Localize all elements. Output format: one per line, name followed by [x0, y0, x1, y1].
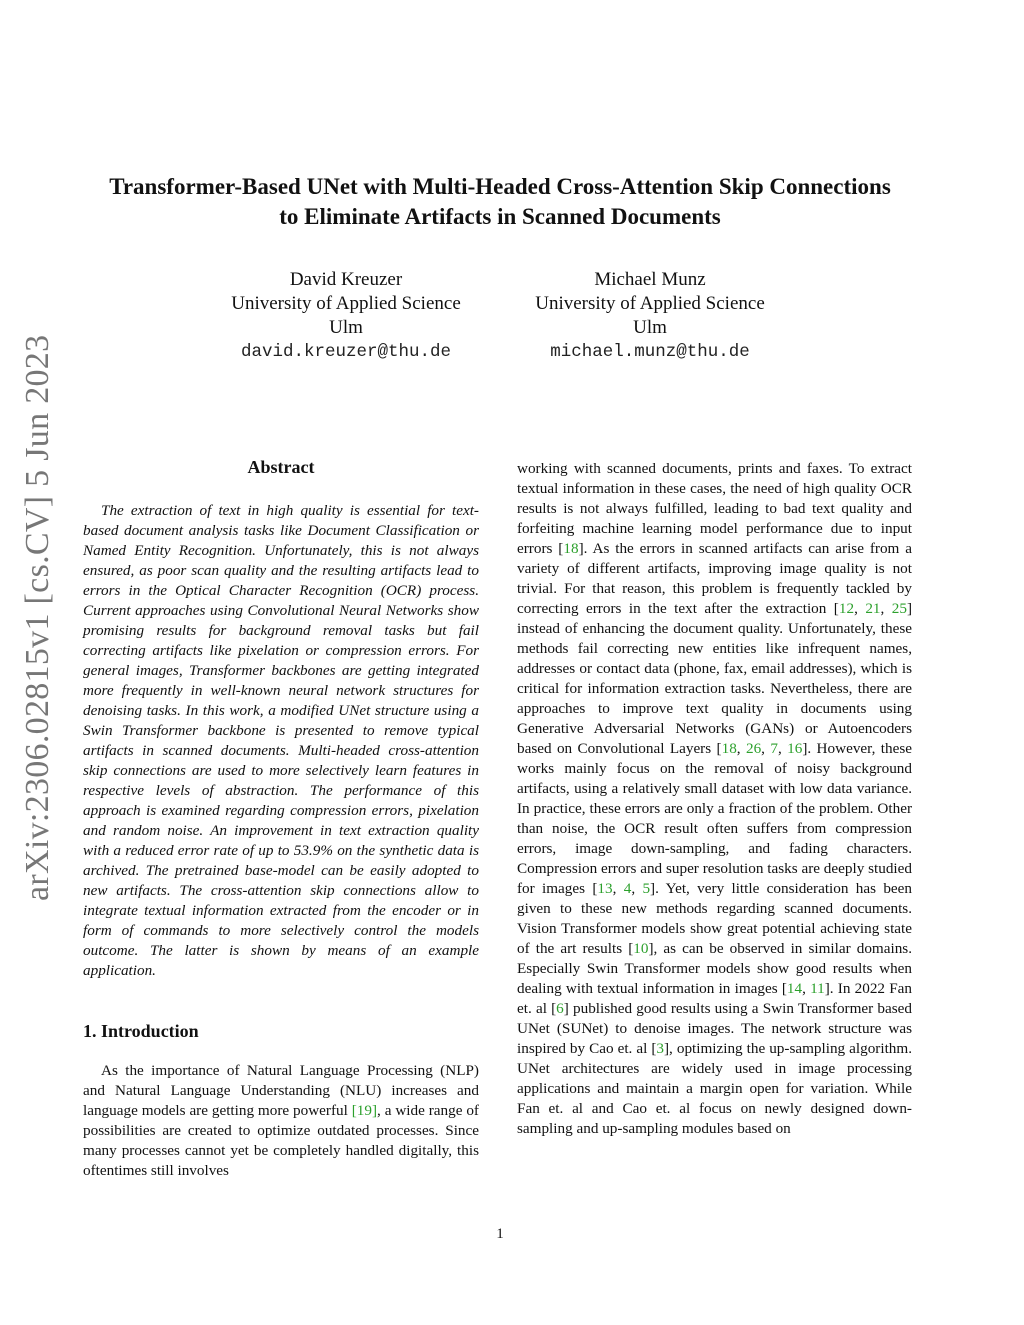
author-name: David Kreuzer — [289, 269, 403, 290]
introduction-paragraph-left: As the importance of Natural Language Processing (NLP) and Natural Language Understanding (NLU) increases and language models are getting more powerful [19], a wide range of possibilities are created to optimize outdated processes. Since many processes cannot yet be completely handled digitally, this oftentimes still involves — [83, 1062, 479, 1179]
author-affiliation: University of Applied Science — [535, 293, 765, 314]
citation-link[interactable]: 21 — [865, 600, 881, 617]
citation-link[interactable]: 7 — [770, 740, 778, 757]
author-block-2 — [500, 268, 800, 364]
author-affiliation: University of Applied Science — [231, 293, 461, 314]
citation-link[interactable]: 16 — [787, 740, 803, 757]
paper-title — [60, 172, 940, 232]
citation-link[interactable]: 13 — [597, 880, 613, 897]
citation-link[interactable]: 12 — [838, 600, 855, 617]
abstract-heading: Abstract — [247, 457, 315, 477]
introduction-paragraph-right: working with scanned documents, prints and faxes. To extract textual information in these cases, the need of high quality OCR results is not always fulfilled, leading to bad text quality and forfeiting machine learning model performance due to input errors [18]. As the errors in scanned artifacts can arise from a variety of different artifacts, improving image quality is not trivial. For that reason, this problem is frequently tackled by correcting errors in the text after the extraction [12, 21, 25] instead of enhancing the document quality. Unfortunately, these methods fail correcting new entities like infrequent names, addresses or contact data (phone, fax, email addresses), which is critical for information extraction tasks. Nevertheless, there are approaches to improve text quality in documents using Generative Adversarial Networks (GANs) or Autoencoders based on Convolutional Layers [18, 26, 7, 16]. However, these works mainly focus on the removal of noisy background artifacts, using a relatively small dataset with low data variance. In practice, these errors are only a fraction of the problem. Other than noise, the OCR result often suffers from compression errors, image down-sampling, and fading characters. Compression errors and super resolution tasks are deeply studied for images [13, 4, 5]. Yet, very little consideration has been given to these new methods regarding scanned documents. Vision Transformer models show great potential achieving state of the art results [10], as can be observed in similar domains. Especially Swin Transformer models show good results when dealing with textual information in images [14, 11]. In 2022 Fan et. al [6] published good results using a Swin Transformer based UNet (SUNet) to denoise images. The network structure was inspired by Cao et. al [3], optimizing the up-sampling algorithm. UNet architectures are widely used in image processing applications and maintain a margin open for variation. While Fan et. al and Cao et. al focus on newly designed down-sampling and up-sampling modules based on — [517, 460, 913, 1137]
citation-link[interactable]: 18 — [563, 540, 579, 557]
citation-link[interactable]: 26 — [745, 740, 762, 757]
abstract-text: The extraction of text in high quality is essential for text-based document analysis tasks like Document Classification or Named Entity Recognition. Unfortunately, this is not always ensured, as poor scan quality and the resulting artifacts lead to errors in the Optical Character Recognition (OCR) process. Current approaches using Convolutional Neural Networks show promising results for background removal tasks but fail correcting artifacts like pixelation or compression errors. For general images, Transformer backbones are getting integrated more frequently in well-known neural network structures for denoising tasks. In this work, a modified UNet structure using a Swin Transformer backbone is presented to remove typical artifacts in scanned documents. Multi-headed cross-attention skip connections are used to more selectively learn features in respective levels of abstraction. The performance of this approach is examined regarding compression errors, pixelation and random noise. An improvement in text extraction quality with a reduced error rate of up to 53.9% on the synthetic data is archived. The pretrained base-model can be easily adopted to new artifacts. The cross-attention skip connections allow to integrate textual information extracted from the encoder or in form of commands to more selectively control the models outcome. The latter is shown by means of an example application. — [83, 502, 479, 979]
citation-link[interactable]: [19] — [351, 1102, 378, 1119]
author-city: Ulm — [633, 317, 667, 338]
page-number: 1 — [496, 1226, 504, 1242]
author-name: Michael Munz — [594, 269, 706, 290]
author-email[interactable]: david.kreuzer@thu.de — [240, 342, 452, 362]
arxiv-identifier: arXiv:2306.02815v1 [cs.CV] 5 Jun 2023 — [19, 334, 56, 901]
citation-link[interactable]: 6 — [556, 1000, 564, 1017]
title-line-1: Transformer-Based UNet with Multi-Headed Cross-Attention Skip Connections — [109, 174, 891, 199]
author-email[interactable]: michael.munz@thu.de — [550, 342, 750, 362]
citation-link[interactable]: 4 — [623, 880, 632, 897]
right-column — [517, 459, 912, 1139]
citation-link[interactable]: 10 — [633, 940, 649, 957]
citation-link[interactable]: 5 — [642, 880, 651, 897]
citation-link[interactable]: 11 — [810, 980, 825, 997]
left-column — [83, 455, 479, 1181]
author-block-1 — [196, 268, 496, 364]
citation-link[interactable]: 25 — [891, 600, 907, 617]
citation-link[interactable]: 14 — [786, 980, 803, 997]
citation-link[interactable]: 18 — [721, 740, 737, 757]
citation-link[interactable]: 3 — [656, 1040, 664, 1057]
title-line-2: to Eliminate Artifacts in Scanned Documents — [279, 204, 721, 229]
author-city: Ulm — [329, 317, 363, 338]
introduction-heading: 1. Introduction — [83, 1021, 199, 1041]
